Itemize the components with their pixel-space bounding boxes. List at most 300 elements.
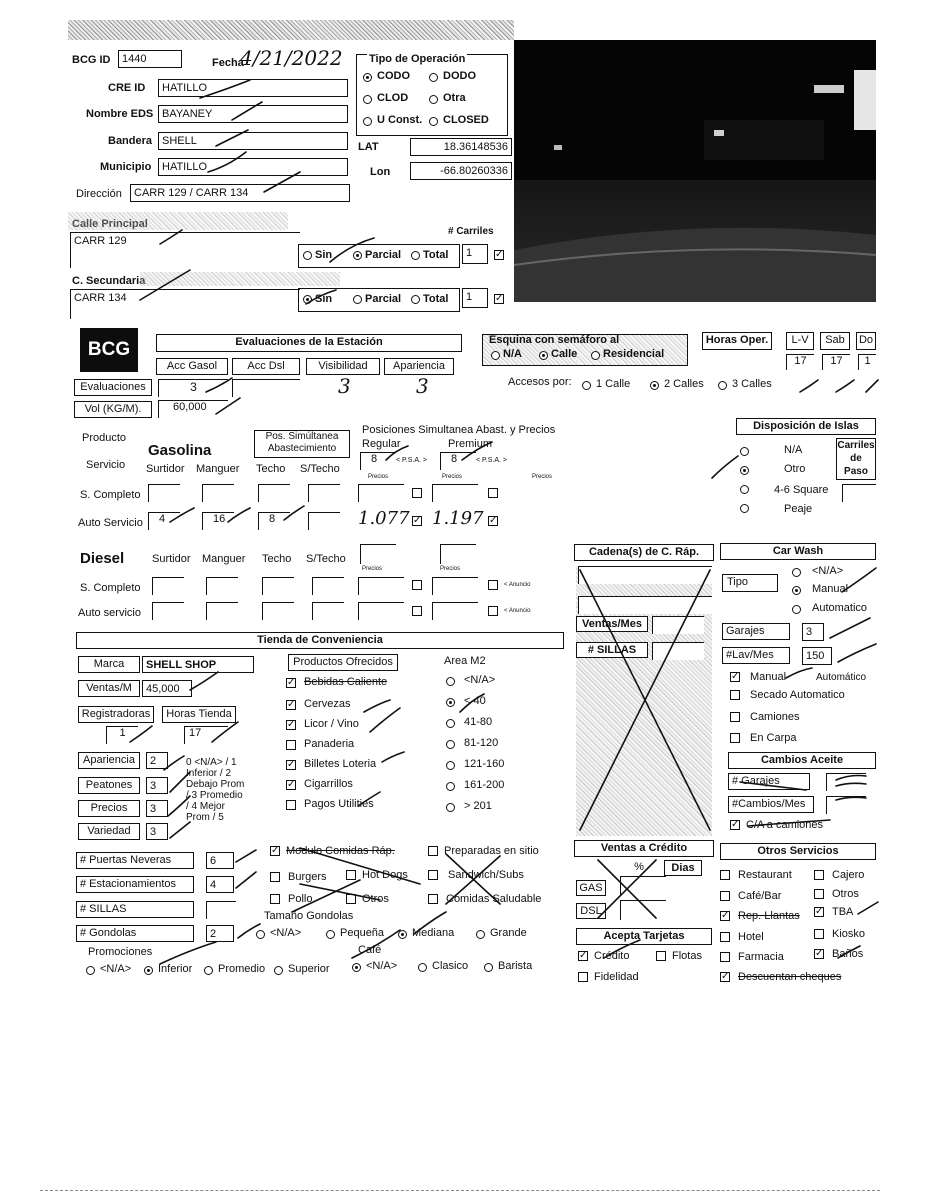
premium-psa: < P.S.A. > — [476, 457, 508, 464]
area-81-120: 81-120 — [464, 737, 499, 749]
svc-cajero: Cajero — [832, 869, 865, 881]
radio-dodo[interactable] — [429, 73, 438, 82]
registradoras-value: 1 — [119, 727, 126, 739]
horas-lv-field[interactable] — [786, 354, 814, 370]
svc-tba: TBA — [832, 906, 854, 918]
wash-manual: Manual — [812, 583, 849, 595]
marca-label: Marca — [78, 656, 140, 673]
peatones-field[interactable]: 3 — [146, 777, 168, 794]
dsl-sc-surtidor[interactable] — [152, 577, 184, 595]
precios-label-1: Precios — [368, 474, 389, 480]
ventas-credito-title: Ventas a Crédito — [574, 840, 714, 857]
calle-principal-label: Calle Principal — [72, 218, 148, 230]
nombre-eds-label: Nombre EDS — [86, 108, 154, 120]
eval-apariencia-value[interactable]: 3 — [416, 374, 429, 398]
disp-na: N/A — [784, 444, 803, 456]
option-otra: Otra — [443, 92, 466, 104]
check-panaderia[interactable] — [286, 740, 296, 750]
regular-price-value[interactable]: 1.077 — [358, 508, 410, 529]
cadena-sillas-field[interactable] — [652, 642, 704, 660]
cadena-ventas-field[interactable] — [652, 616, 704, 634]
scan-noise-header — [68, 20, 514, 40]
comida-burgers: Burgers — [288, 871, 327, 883]
gas-sc-regular-price[interactable] — [358, 484, 404, 502]
precios-label-3: Precios — [532, 474, 553, 480]
otros-servicios-title: Otros Servicios — [720, 843, 876, 860]
gas-sc-premium-price[interactable] — [432, 484, 478, 502]
area-40: < 40 — [464, 695, 486, 707]
calle-secundaria-value: CARR 134 — [74, 292, 127, 304]
option-dodo: DODO — [443, 70, 476, 82]
direccion-label: Dirección — [76, 188, 122, 200]
radio-area-41-80[interactable] — [446, 719, 455, 728]
gas-col-techo: Techo — [256, 463, 286, 475]
peatones-label: Peatones — [78, 777, 140, 794]
check-rep-llantas[interactable]: ✓ — [721, 910, 730, 921]
eval-acc-dsl-field[interactable] — [232, 379, 300, 397]
promociones-label: Promociones — [88, 946, 153, 958]
wash-check-secado: Secado Automatico — [750, 689, 845, 701]
radio-area-40[interactable] — [446, 698, 455, 707]
check-cajero[interactable] — [814, 870, 824, 880]
dsl-premium-pos[interactable] — [440, 544, 476, 564]
precios-label-2: Precios — [442, 474, 463, 480]
radio-otra[interactable] — [429, 95, 438, 104]
horas-oper-label: Horas Oper. — [702, 332, 772, 350]
check-modulo[interactable]: ✓ — [271, 845, 280, 856]
horas-sab-field[interactable] — [822, 354, 850, 370]
accesos-2-label: 2 Calles — [664, 378, 704, 390]
radio-esquina-calle[interactable] — [539, 351, 548, 360]
dsl-as-stecho[interactable] — [312, 602, 344, 620]
regular-label: Regular — [362, 438, 401, 450]
check-restaurant[interactable] — [720, 870, 730, 880]
check-hotel[interactable] — [720, 932, 730, 942]
radio-promo-superior[interactable] — [274, 966, 283, 975]
horas-tienda-value: 17 — [189, 727, 202, 739]
option-u-const: U Const. — [377, 114, 423, 126]
registradoras-label: Registradoras — [78, 706, 154, 723]
scan-noise-calle — [68, 212, 288, 230]
wash-na: <N/A> — [812, 565, 844, 577]
area-201: > 201 — [464, 800, 492, 812]
dsl-as-check-2[interactable] — [488, 606, 498, 616]
gas-as-surtidor-value: 4 — [159, 513, 166, 525]
dsl-sc-stecho[interactable] — [312, 577, 344, 595]
fecha-value[interactable]: 4/21/2022 — [240, 46, 343, 70]
direccion-field[interactable]: CARR 129 / CARR 134 — [130, 184, 350, 202]
calle-secundaria-label: C. Secundaria — [72, 275, 146, 287]
sillas-field[interactable] — [206, 901, 236, 919]
check-cigarrillos[interactable]: ✓ — [287, 779, 296, 790]
puertas-field[interactable]: 6 — [206, 852, 234, 869]
radio-disp-peaje[interactable] — [740, 504, 749, 513]
cre-id-label: CRE ID — [108, 82, 146, 94]
radio-accesos-2[interactable] — [650, 381, 659, 390]
dsl-sc-techo[interactable] — [262, 577, 294, 595]
radio-promo-na[interactable] — [86, 966, 95, 975]
radio-secundaria-sin[interactable] — [303, 295, 312, 304]
radio-area-81-120[interactable] — [446, 740, 455, 749]
secundaria-parcial-label: Parcial — [365, 293, 402, 305]
eval-col-visibilidad: Visibilidad — [306, 358, 380, 375]
tamano-mediana: Mediana — [412, 927, 455, 939]
disposicion-title: Disposición de Islas — [736, 418, 876, 435]
wash-automatico: Automatico — [812, 602, 868, 614]
car-wash-tipo-label: Tipo — [722, 574, 778, 592]
cadenas-title: Cadena(s) de C. Ráp. — [574, 544, 714, 561]
check-otros-svc[interactable] — [814, 889, 824, 899]
check-flotas[interactable] — [656, 951, 666, 961]
radio-disp-na[interactable] — [740, 447, 749, 456]
dsl-sc-check-1[interactable] — [412, 580, 422, 590]
area-41-80: 41-80 — [464, 716, 493, 728]
wash-automatico-note: Automático — [816, 672, 867, 683]
eval-visibilidad-value[interactable]: 3 — [338, 374, 351, 398]
cambios-aceite-title: Cambios Aceite — [728, 752, 876, 769]
cadena-field-1[interactable] — [578, 566, 712, 584]
rating-scale — [186, 757, 244, 823]
apariencia-field[interactable]: 2 — [146, 752, 168, 769]
dsl-s-completo-label: S. Completo — [80, 582, 141, 594]
nombre-eds-field[interactable]: BAYANEY — [158, 105, 348, 123]
ca-camiones-label: C/A a camiones — [746, 819, 824, 831]
tipo-operacion-group — [356, 54, 508, 136]
vol-label: Vol (KG/M). — [74, 401, 152, 418]
svc-banos: Baños — [832, 948, 864, 960]
area-na: <N/A> — [464, 674, 496, 686]
check-hotdogs[interactable] — [346, 870, 356, 880]
radio-disp-square[interactable] — [740, 485, 749, 494]
radio-principal-total[interactable] — [411, 251, 420, 260]
radio-esquina-na[interactable] — [491, 351, 500, 360]
horas-col-lv: L-V — [786, 332, 814, 350]
check-licor[interactable]: ✓ — [287, 719, 296, 730]
radio-disp-otro[interactable] — [740, 466, 749, 475]
carriles-label: # Carriles — [448, 226, 494, 237]
check-banos[interactable]: ✓ — [815, 948, 824, 959]
check-fidelidad[interactable] — [578, 972, 588, 982]
aceite-garajes-field[interactable] — [826, 773, 866, 791]
eval-acc-gasol-field[interactable] — [158, 379, 228, 397]
horas-lv-value: 17 — [794, 355, 807, 367]
cafe-na: <N/A> — [366, 960, 398, 972]
option-closed: CLOSED — [443, 114, 489, 126]
radio-promo-promedio[interactable] — [204, 966, 213, 975]
esquina-calle-label: Calle — [551, 348, 578, 360]
municipio-field[interactable]: HATILLO — [158, 158, 348, 176]
gas-as-techo[interactable] — [258, 512, 290, 530]
gas-as-manguer-value: 16 — [213, 513, 226, 525]
dsl-regular-pos[interactable] — [360, 544, 396, 564]
area-title: Area M2 — [444, 655, 486, 667]
pos-precios-label: Posiciones Simultanea Abast. y Precios — [362, 424, 556, 436]
scale-line-4: / 3 Promedio — [186, 790, 243, 801]
marca-field[interactable]: SHELL SHOP — [142, 656, 254, 673]
radio-area-na[interactable] — [446, 677, 455, 686]
bcg-logo: BCG — [80, 328, 138, 372]
gas-sc-regular-check[interactable] — [412, 488, 422, 498]
cadena-ventas-label: Ventas/Mes — [576, 616, 648, 632]
accesos-label: Accesos por: — [508, 376, 572, 388]
horas-sab-value: 17 — [830, 355, 843, 367]
dsl-credito-label: DSL — [576, 903, 606, 919]
precios-tienda-field[interactable]: 3 — [146, 800, 168, 817]
principal-total-label: Total — [423, 249, 449, 261]
radio-clod[interactable] — [363, 95, 372, 104]
tipo-operacion-title: Tipo de Operación — [369, 53, 466, 65]
tamano-pequena: Pequeña — [340, 927, 385, 939]
municipio-label: Municipio — [100, 161, 152, 173]
radio-principal-parcial[interactable] — [353, 251, 362, 260]
preparadas-label: Preparadas en sitio — [444, 845, 539, 857]
calle-principal-value: CARR 129 — [74, 235, 127, 247]
premium-pos-value: 8 — [451, 453, 458, 465]
producto-panaderia: Panaderia — [304, 738, 355, 750]
esquina-residencial-label: Residencial — [603, 348, 665, 360]
radio-tamano-mediana[interactable] — [398, 930, 407, 939]
radio-cafe-clasico[interactable] — [418, 963, 427, 972]
horas-tienda-field[interactable] — [184, 726, 228, 744]
gas-sc-techo[interactable] — [258, 484, 290, 502]
scale-line-6: Prom / 5 — [186, 812, 224, 823]
radio-tamano-na[interactable] — [256, 930, 265, 939]
dsl-credito-field[interactable] — [620, 900, 666, 920]
cadena-field-2[interactable] — [578, 596, 712, 614]
svc-cafe-bar: Café/Bar — [738, 890, 782, 902]
radio-accesos-1[interactable] — [582, 381, 591, 390]
tamano-grande: Grande — [490, 927, 527, 939]
disp-square: 4-6 Square — [774, 484, 829, 496]
horas-col-sab: Sab — [820, 332, 850, 350]
radio-u-const[interactable] — [363, 117, 372, 126]
vol-field[interactable] — [158, 400, 228, 418]
credito-label: Crédito — [594, 950, 630, 962]
dsl-col-stecho: S/Techo — [306, 553, 346, 565]
calle-principal-field[interactable] — [70, 232, 300, 268]
principal-carriles-check[interactable]: ✓ — [495, 249, 504, 260]
radio-wash-na[interactable] — [792, 568, 801, 577]
esquina-na-label: N/A — [503, 348, 522, 360]
area-list — [446, 674, 546, 814]
radio-cafe-barista[interactable] — [484, 963, 493, 972]
check-pagos[interactable] — [286, 800, 296, 810]
esquina-label: Esquina con semáforo al — [489, 334, 620, 346]
aceite-cambios-field[interactable] — [826, 796, 866, 814]
sillas-label: # SILLAS — [76, 901, 194, 918]
cre-id-field[interactable]: HATILLO — [158, 79, 348, 97]
producto-billetes: Billetes Loteria — [304, 758, 377, 770]
accesos-group — [498, 376, 772, 396]
check-tba[interactable]: ✓ — [815, 906, 824, 917]
horas-do-field[interactable] — [858, 354, 876, 370]
check-billetes[interactable]: ✓ — [287, 759, 296, 770]
check-ca-camiones[interactable]: ✓ — [731, 819, 740, 830]
gas-as-surtidor[interactable] — [148, 512, 180, 530]
bandera-label: Bandera — [108, 135, 153, 147]
premium-label: Premium — [448, 438, 493, 450]
dsl-sc-price-2[interactable] — [432, 577, 478, 595]
check-sandwich[interactable] — [428, 870, 438, 880]
diesel-title: Diesel — [80, 550, 125, 567]
gondolas-field[interactable]: 2 — [206, 925, 234, 942]
producto-cigarrillos: Cigarrillos — [304, 778, 353, 790]
principal-parcial-label: Parcial — [365, 249, 402, 261]
radio-tamano-grande[interactable] — [476, 930, 485, 939]
dsl-as-techo[interactable] — [262, 602, 294, 620]
dsl-as-price-1[interactable] — [358, 602, 404, 620]
radio-codo[interactable] — [363, 73, 372, 82]
svc-kiosko: Kiosko — [832, 928, 866, 940]
radio-tamano-pequena[interactable] — [326, 930, 335, 939]
dsl-as-manguer[interactable] — [206, 602, 238, 620]
promo-promedio: Promedio — [218, 963, 266, 975]
dsl-sc-manguer[interactable] — [206, 577, 238, 595]
regular-pos-field[interactable] — [360, 452, 396, 470]
comida-hotdogs: Hot Dogs — [362, 869, 408, 881]
gas-sc-premium-check[interactable] — [488, 488, 498, 498]
radio-promo-inferior[interactable] — [144, 966, 153, 975]
garajes-field[interactable]: 3 — [802, 623, 824, 641]
area-121-160: 121-160 — [464, 758, 505, 770]
radio-accesos-3[interactable] — [718, 381, 727, 390]
gas-s-completo-label: S. Completo — [80, 489, 141, 501]
secundaria-carriles-check[interactable]: ✓ — [495, 293, 504, 304]
scale-line-1: 0 <N/A> / 1 — [186, 757, 237, 768]
radio-principal-sin[interactable] — [303, 251, 312, 260]
lat-label: LAT — [358, 141, 379, 153]
dsl-precios-1: Precios — [362, 566, 383, 572]
gas-sc-manguer[interactable] — [202, 484, 234, 502]
check-preparadas[interactable] — [428, 846, 438, 856]
bandera-field[interactable]: SHELL — [158, 132, 348, 150]
wash-check-camiones: Camiones — [750, 711, 800, 723]
registradoras-field[interactable] — [106, 726, 138, 744]
producto-cervezas: Cervezas — [304, 698, 351, 710]
svc-rep-llantas: Rep. Llantas — [738, 910, 800, 922]
variedad-label: Variedad — [78, 823, 140, 840]
gas-sc-stecho[interactable] — [308, 484, 340, 502]
dsl-col-manguer: Manguer — [202, 553, 246, 565]
tamano-label: Tamaño Gondolas — [264, 910, 354, 922]
svc-otros: Otros — [832, 888, 859, 900]
scan-bottom-edge — [40, 1190, 880, 1193]
servicio-label: Servicio — [86, 459, 126, 471]
dsl-anuncio-1: < Anuncio — [504, 582, 531, 588]
regular-pos-value: 8 — [371, 453, 378, 465]
check-otros-comida[interactable] — [346, 894, 356, 904]
ventas-m-field[interactable]: 45,000 — [142, 680, 192, 697]
check-pollo[interactable] — [270, 894, 280, 904]
aceite-garajes-label: # Garajes — [728, 773, 810, 790]
scale-line-5: / 4 Mejor — [186, 801, 225, 812]
check-cheques[interactable]: ✓ — [721, 971, 730, 982]
radio-closed[interactable] — [429, 117, 438, 126]
premium-pos-field[interactable] — [440, 452, 476, 470]
dias-label: Dias — [664, 860, 702, 876]
premium-price-check[interactable]: ✓ — [489, 515, 498, 526]
check-cafe-bar[interactable] — [720, 891, 730, 901]
gas-sc-surtidor[interactable] — [148, 484, 180, 502]
dsl-precios-2: Precios — [440, 566, 461, 572]
check-wash-camiones[interactable] — [730, 712, 740, 722]
gas-as-stecho[interactable] — [308, 512, 340, 530]
dsl-as-surtidor[interactable] — [152, 602, 184, 620]
check-wash-manual[interactable]: ✓ — [731, 671, 740, 682]
principal-carriles-field[interactable]: 1 — [462, 244, 488, 264]
fecha-label: Fecha — [212, 57, 244, 69]
pos-simultanea-label: Pos. Simúltanea Abastecimiento — [254, 430, 350, 458]
svc-farmacia: Farmacia — [738, 951, 784, 963]
bcg-id-field[interactable]: 1440 — [118, 50, 182, 68]
evaluaciones-title: Evaluaciones de la Estación — [156, 334, 462, 352]
gas-col-surtidor: Surtidor — [146, 463, 185, 475]
cadena-sillas-label: # SILLAS — [576, 642, 648, 658]
dsl-as-price-2[interactable] — [432, 602, 478, 620]
lon-field[interactable]: -66.80260336 — [410, 162, 512, 180]
car-wash-title: Car Wash — [720, 543, 876, 560]
gas-credito-label: GAS — [576, 880, 606, 896]
accesos-3-label: 3 Calles — [732, 378, 772, 390]
secundaria-carriles-field[interactable]: 1 — [462, 288, 488, 308]
radio-cafe-na[interactable] — [352, 963, 361, 972]
variedad-field[interactable]: 3 — [146, 823, 168, 840]
radio-esquina-residencial[interactable] — [591, 351, 600, 360]
station-photo — [514, 40, 876, 302]
premium-price-value[interactable]: 1.197 — [432, 508, 484, 529]
radio-secundaria-total[interactable] — [411, 295, 420, 304]
lav-mes-field[interactable]: 150 — [802, 647, 832, 665]
gas-as-manguer[interactable] — [202, 512, 234, 530]
scan-noise-secundaria — [140, 272, 340, 286]
check-bebidas[interactable]: ✓ — [287, 677, 296, 688]
check-kiosko[interactable] — [814, 929, 824, 939]
cafe-barista: Barista — [498, 960, 533, 972]
estacionamientos-field[interactable]: 4 — [206, 876, 234, 893]
radio-wash-manual[interactable] — [792, 586, 801, 595]
check-cervezas[interactable]: ✓ — [287, 699, 296, 710]
gas-credito-field[interactable] — [620, 876, 666, 896]
radio-secundaria-parcial[interactable] — [353, 295, 362, 304]
radio-area-121-160[interactable] — [446, 761, 455, 770]
calle-secundaria-field[interactable] — [70, 289, 300, 319]
check-burgers[interactable] — [270, 872, 280, 882]
secundaria-radio-group — [298, 288, 460, 312]
check-wash-secado[interactable] — [730, 690, 740, 700]
productos-title: Productos Ofrecidos — [288, 654, 398, 671]
lat-field[interactable]: 18.36148536 — [410, 138, 512, 156]
tienda-title: Tienda de Conveniencia — [76, 632, 564, 649]
dsl-as-check-1[interactable] — [412, 606, 422, 616]
productos-list — [286, 676, 436, 816]
gas-as-techo-value: 8 — [269, 513, 276, 525]
radio-wash-automatico[interactable] — [792, 605, 801, 614]
carriles-paso-field[interactable] — [842, 484, 876, 502]
gas-col-manguer: Manguer — [196, 463, 240, 475]
dsl-sc-check-2[interactable] — [488, 580, 498, 590]
fidelidad-label: Fidelidad — [594, 971, 639, 983]
dsl-anuncio-2: < Anuncio — [504, 608, 531, 614]
check-wash-carpa[interactable] — [730, 733, 740, 743]
radio-area-201[interactable] — [446, 803, 455, 812]
regular-price-check[interactable]: ✓ — [413, 515, 422, 526]
esquina-group — [482, 334, 688, 366]
check-saludable[interactable] — [428, 894, 438, 904]
dsl-sc-price-1[interactable] — [358, 577, 404, 595]
check-farmacia[interactable] — [720, 952, 730, 962]
check-credito[interactable]: ✓ — [579, 950, 588, 961]
radio-area-161-200[interactable] — [446, 782, 455, 791]
